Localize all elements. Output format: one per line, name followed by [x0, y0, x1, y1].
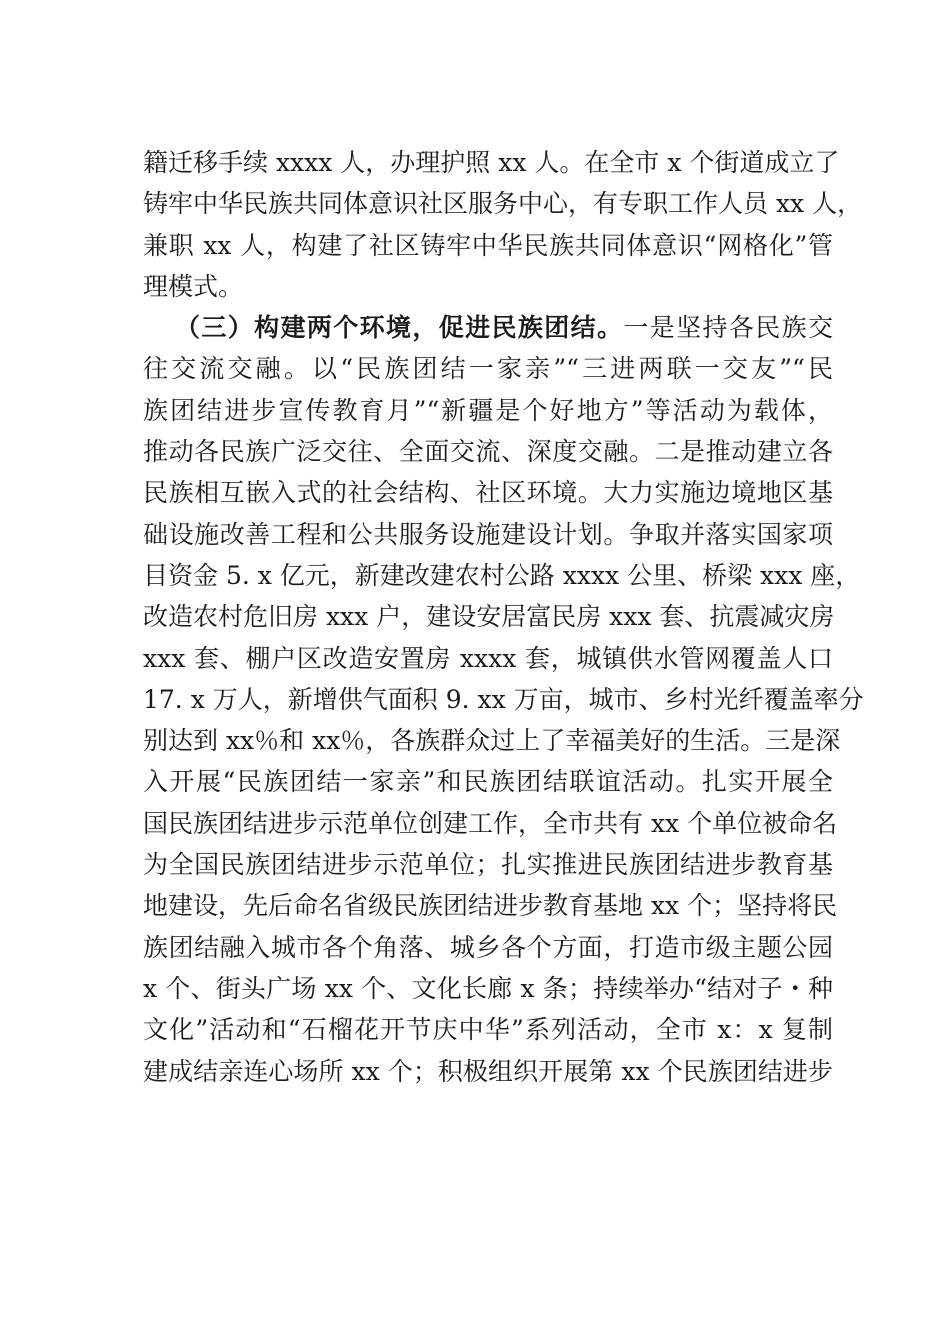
paragraph-2 — [143, 307, 864, 1092]
text-line: 理模式。 — [143, 271, 244, 301]
text-line: x 个、街头广场 xx 个、文化长廊 x 条；持续举办“结对子・种 — [143, 973, 833, 1003]
text-line: 建成结亲连心场所 xx 个；积极组织开展第 xx 个民族团结进步 — [143, 1056, 833, 1086]
text-line: 国民族团结进步示范单位创建工作，全市共有 xx 个单位被命名 — [143, 808, 838, 838]
text-line: 籍迁移手续 xxxx 人，办理护照 xx 人。在全市 x 个街道成立了 — [143, 148, 840, 177]
text-line: 改造农村危旧房 xxx 户，建设安居富民房 xxx 套、抗震减灾房 — [143, 602, 835, 632]
text-line: 兼职 xx 人，构建了社区铸牢中华民族共同体意识“网格化”管 — [143, 230, 833, 260]
text-line-rest: 一是坚持各民族交 — [623, 313, 833, 343]
text-line: 入开展“民族团结一家亲”和民族团结联谊活动。扎实开展全 — [143, 767, 833, 797]
text-line: 族团结进步宣传教育月”“新疆是个好地方”等活动为载体， — [143, 395, 833, 425]
text-line: 别达到 xx％和 xx％，各族群众过上了幸福美好的生活。三是深 — [143, 726, 841, 756]
text-line: 推动各民族广泛交往、全面交流、深度交融。二是推动建立各 — [143, 437, 833, 467]
text-line: 铸牢中华民族共同体意识社区服务中心，有专职工作人员 xx 人， — [143, 189, 863, 219]
text-line: xxx 套、棚户区改造安置房 xxxx 套，城镇供水管网覆盖人口 — [143, 643, 833, 673]
paragraph-1 — [143, 142, 863, 307]
text-line-first — [143, 307, 833, 348]
text-line: 础设施改善工程和公共服务设施建设计划。争取并落实国家项 — [143, 519, 833, 549]
text-line: 为全国民族团结进步示范单位；扎实推进民族团结进步教育基 — [143, 850, 833, 880]
text-line: 族团结融入城市各个角落、城乡各个方面，打造市级主题公园 — [143, 932, 833, 962]
text-line: 民族相互嵌入式的社会结构、社区环境。大力实施边境地区基 — [143, 478, 833, 508]
text-line: 17. x 万人，新增供气面积 9. xx 万亩，城市、乡村光纤覆盖率分 — [143, 684, 864, 714]
body-text — [143, 142, 864, 1092]
text-line: 目资金 5. x 亿元，新建改建农村公路 xxxx 公里、桥梁 xxx 座， — [143, 560, 861, 590]
section-heading: （三）构建两个环境，促进民族团结。 — [175, 313, 624, 343]
text-line: 文化”活动和“石榴花开节庆中华”系列活动，全市 x：x 复制 — [143, 1015, 833, 1045]
text-line: 地建设，先后命名省级民族团结进步教育基地 xx 个；坚持将民 — [143, 891, 838, 921]
text-line: 往交流交融。以“民族团结一家亲”“三进两联一交友”“民 — [143, 354, 833, 384]
